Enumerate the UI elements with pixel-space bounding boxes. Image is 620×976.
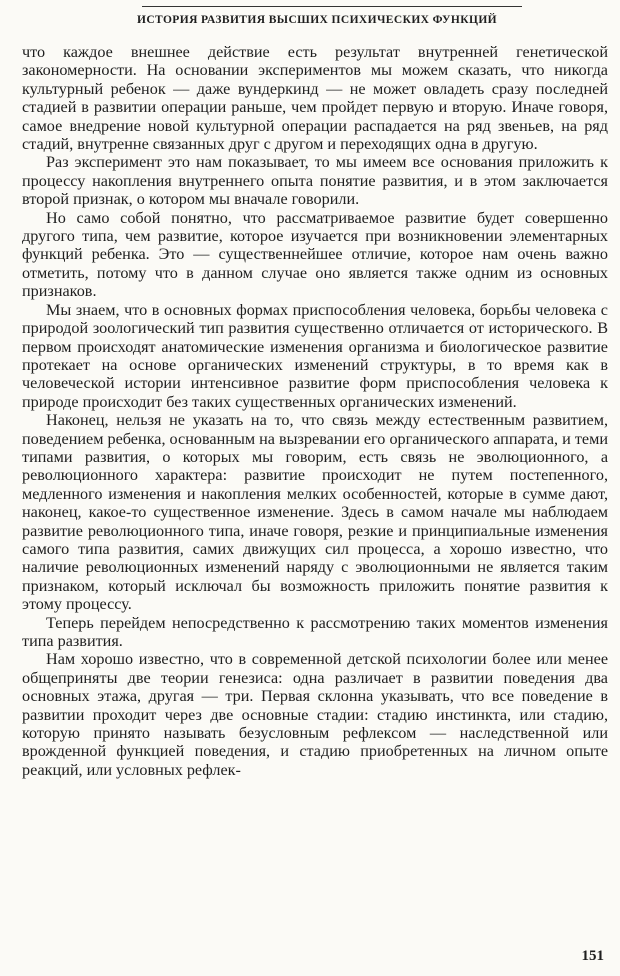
- paragraph: Раз эксперимент это нам показывает, то мы имеем все основания приложить к процессу накопления внутреннего опыта понятие развития, и в этом заключается второй признак, о котором мы вначале говорили.: [22, 153, 608, 209]
- header-rule: [142, 6, 522, 7]
- paragraph: Наконец, нельзя не указать на то, что связь между естественным развитием, поведением ребенка, основанным на вызревании его органического аппарата, и теми типами развития, о которых мы говорим, есть связь не эволюционного, а революционного характера: развитие происходит не путем постепенного, медленного изменения и накопления мелких особенностей, которые в сумме дают, наконец, какое-то существенное изменение. Здесь в самом начале мы наблюдаем развитие революционного типа, иначе говоря, резкие и принципиальные изменения самого типа развития, самих движущих сил процесса, а хорошо известно, что наличие революционных изменений наряду с эволюционными не является таким признаком, который исключал бы возможность приложить понятие развития к этому процессу.: [22, 411, 608, 614]
- running-title: ИСТОРИЯ РАЗВИТИЯ ВЫСШИХ ПСИХИЧЕСКИХ ФУНКЦИЙ: [136, 14, 498, 26]
- paragraph: Но само собой понятно, что рассматриваемое развитие будет совершенно другого типа, чем развитие, которое изучается при возникновении элементарных функций ребенка. Это — существеннейшее отличие, которое нам очень важно отметить, потому что в данном случае оно является также одним из основных признаков.: [22, 208, 608, 301]
- page-number: 151: [581, 948, 604, 964]
- body-text: [22, 43, 608, 779]
- paragraph: Мы знаем, что в основных формах приспособления человека, борьбы человека с природой зоологический тип развития существенно отличается от исторического. В первом происходят анатомические изменения организма и биологическое развитие протекает на основе органических изменений структуры, в то время как в человеческой истории интенсивное развитие форм приспособления человека к природе происходит без таких существенных органических изменений.: [22, 300, 608, 411]
- paragraph: Теперь перейдем непосредственно к рассмотрению таких моментов изменения типа развития.: [22, 613, 608, 650]
- paragraph: что каждое внешнее действие есть результат внутренней генетической закономерности. На основании экспериментов мы можем сказать, что никогда культурный ребенок — даже вундеркинд — не может овладеть сразу последней стадией в развитии операции раньше, чем пройдет первую и вторую. Иначе говоря, самое внедрение новой культурной операции распадается на ряд звеньев, на ряд стадий, внутренне связанных друг с другом и переходящих одна в другую.: [22, 43, 608, 154]
- paragraph: Нам хорошо известно, что в современной детской психологии более или менее общеприняты две теории генезиса: одна различает в развитии поведения два основных этажа, другая — три. Первая склонна указывать, что все поведение в развитии проходит через две основные стадии: стадию инстинкта, или стадию, которую принято называть безусловным рефлексом — наследственной или врожденной функцией поведения, и стадию приобретенных на личном опыте реакций, или условных рефлек-: [22, 650, 608, 779]
- book-page: [22, 0, 612, 976]
